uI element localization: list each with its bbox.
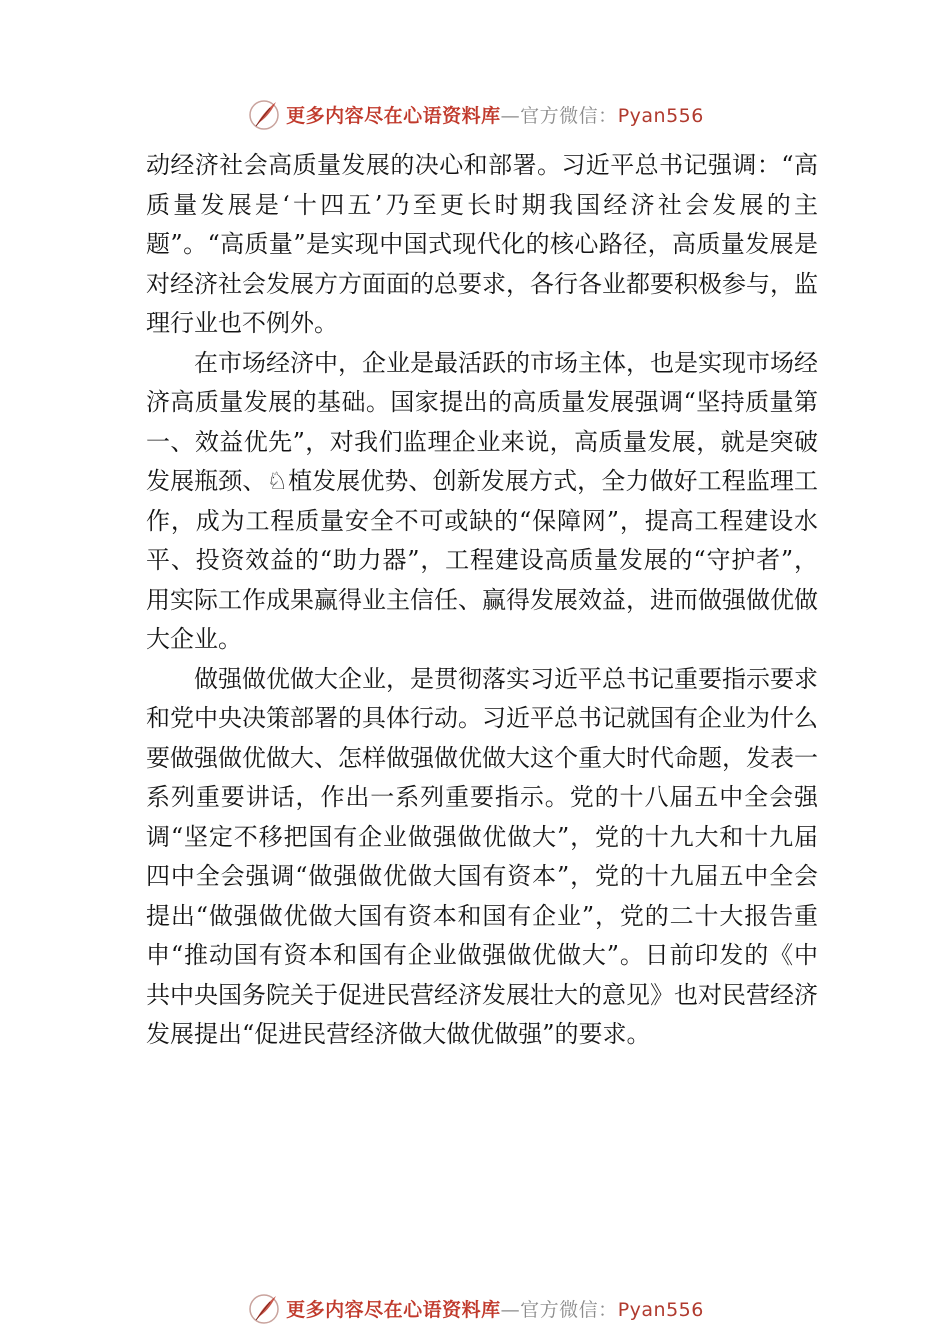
footer-dash: —	[500, 1298, 521, 1321]
feather-logo-icon	[246, 1290, 282, 1326]
paragraph-1: 动经济社会高质量发展的决心和部署。习近平总书记强调：“高质量发展是‘十四五’乃至更长时期我国经济社会发展的主题”。“高质量”是实现中国式现代化的核心路径，高质量发展是对经济社会发展方方面面的总要求，各行各业都要积极参与，监理行业也不例外。	[146, 151, 818, 337]
header-promo-text: 更多内容尽在心语资料库	[286, 104, 501, 127]
header-wechat-label: 官方微信：	[520, 104, 618, 127]
document-body	[146, 146, 818, 1055]
footer-promo-text: 更多内容尽在心语资料库	[286, 1298, 501, 1321]
header-wechat-id: Pyan556	[617, 104, 704, 127]
footer-wechat-id: Pyan556	[617, 1298, 704, 1321]
header-banner	[0, 92, 950, 136]
feather-logo-icon	[246, 96, 282, 132]
footer-banner	[0, 1286, 950, 1330]
paragraph-2: 在市场经济中，企业是最活跃的市场主体，也是实现市场经济高质量发展的基础。国家提出的高质量发展强调“坚持质量第一、效益优先”，对我们监理企业来说，高质量发展，就是突破发展瓶颈、♘植发展优势、创新发展方式，全力做好工程监理工作，成为工程质量安全不可或缺的“保障网”，提高工程建设水平、投资效益的“助力器”，工程建设高质量发展的“守护者”，用实际工作成果赢得业主信任、赢得发展效益，进而做强做优做大企业。	[146, 348, 818, 653]
footer-wechat-label: 官方微信：	[520, 1298, 618, 1321]
paragraph-3: 做强做优做大企业，是贯彻落实习近平总书记重要指示要求和党中央决策部署的具体行动。习近平总书记就国有企业为什么要做强做优做大、怎样做强做优做大这个重大时代命题，发表一系列重要讲话，作出一系列重要指示。党的十八届五中全会强调“坚定不移把国有企业做强做优做大”，党的十九大和十九届四中全会强调“做强做优做大国有资本”，党的十九届五中全会提出“做强做优做大国有资本和国有企业”，党的二十大报告重申“推动国有资本和国有企业做强做优做大”。日前印发的《中共中央国务院关于促进民营经济发展壮大的意见》也对民营经济发展提出“促进民营经济做大做优做强”的要求。	[146, 664, 818, 1048]
header-dash: —	[500, 104, 521, 127]
